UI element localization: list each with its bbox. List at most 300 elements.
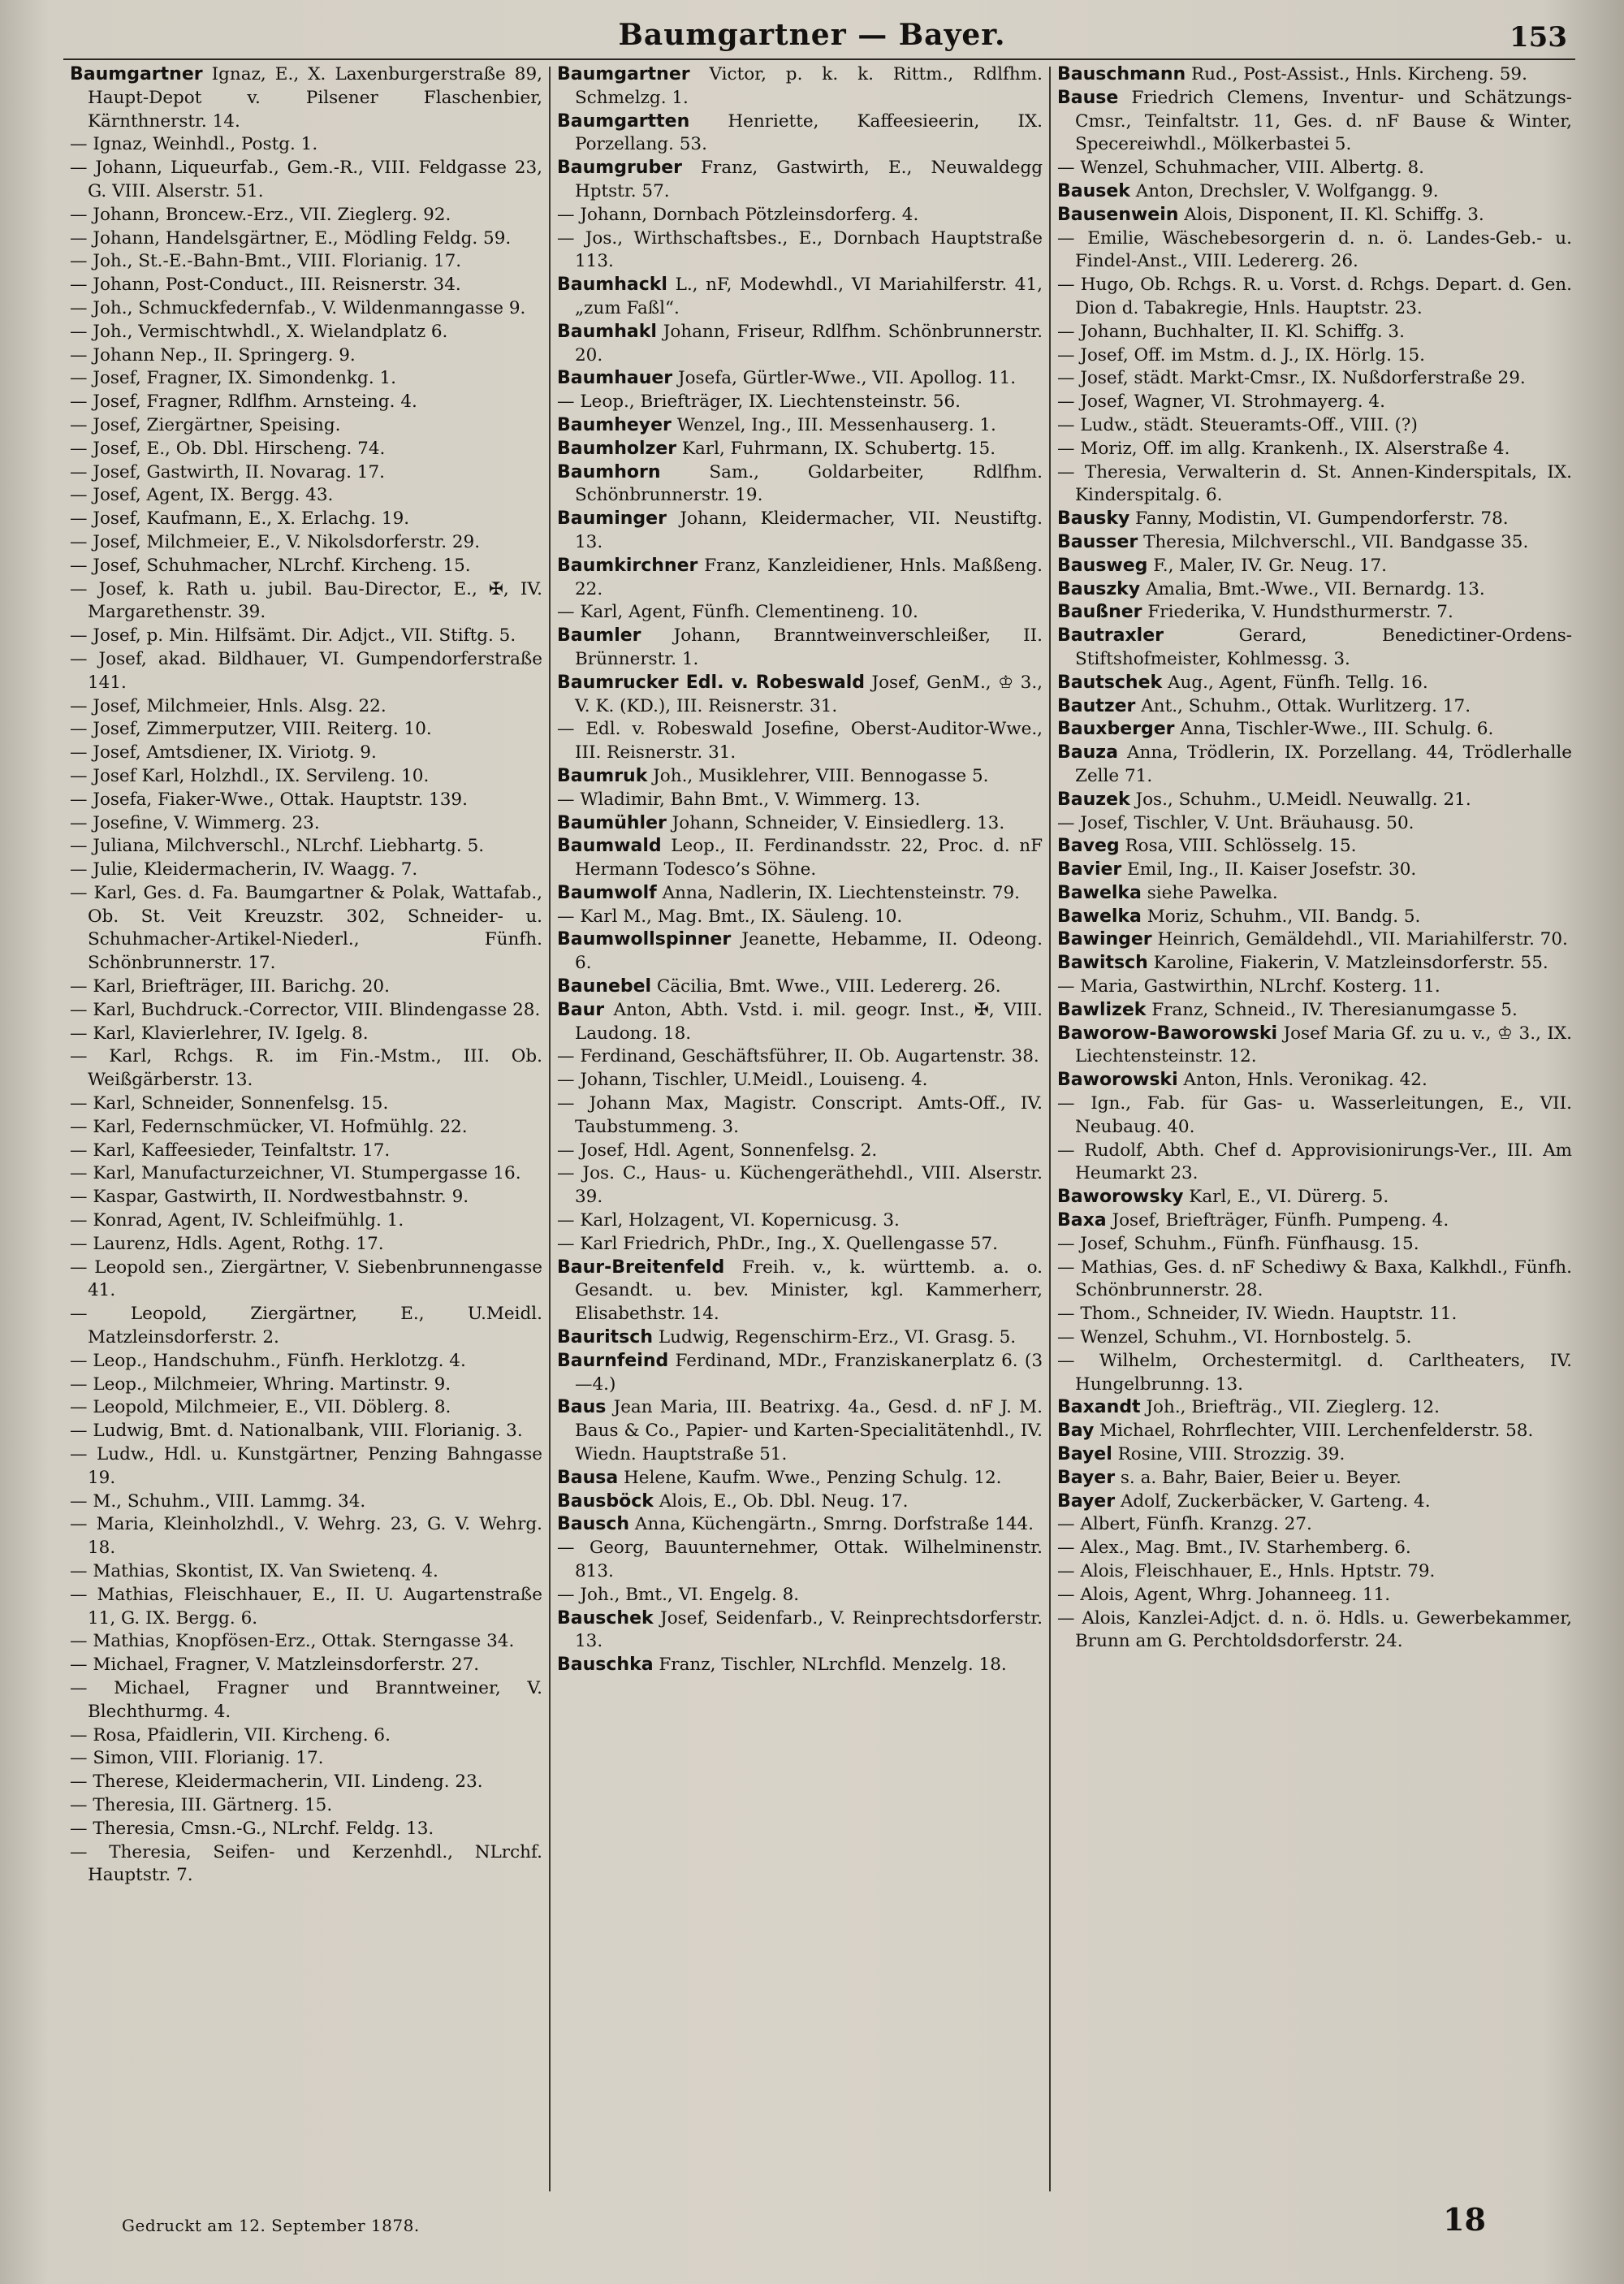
directory-entry — [1057, 1584, 1572, 1607]
directory-entry — [1057, 1023, 1572, 1070]
entry-text: — Ludw., Hdl. u. Kunstgärtner, Penzing Bahngasse 19. — [70, 1444, 542, 1488]
directory-entry — [557, 1257, 1043, 1326]
entry-surname: Bausky — [1057, 508, 1130, 530]
directory-entry — [557, 1350, 1043, 1397]
directory-entry — [557, 391, 1043, 414]
entry-text: — Alois, Kanzlei-Adjct. d. n. ö. Hdls. u. Gewerbekammer, Brunn am G. Perchtoldsdorferstr. 24. — [1057, 1607, 1572, 1652]
entry-text: Josef, Briefträger, Fünfh. Pumpeng. 4. — [1106, 1210, 1449, 1231]
directory-entry — [1057, 227, 1572, 275]
directory-entry — [1057, 1140, 1572, 1187]
directory-entry — [1057, 1513, 1572, 1537]
directory-entry — [1057, 859, 1572, 882]
entry-text: — Alois, Fleischhauer, E., Hnls. Hptstr. 79. — [1057, 1561, 1436, 1581]
directory-entry — [557, 1209, 1043, 1233]
directory-entry — [557, 1140, 1043, 1163]
directory-entry — [557, 928, 1043, 975]
entry-text: Anton, Abth. Vstd. i. mil. geogr. Inst., ✠, VIII. Laudong. 18. — [575, 999, 1043, 1044]
entry-text: Karl, Fuhrmann, IX. Schubertg. 15. — [676, 438, 996, 459]
directory-entry — [1057, 695, 1572, 719]
entry-surname: Bautschek — [1057, 672, 1163, 693]
directory-entry — [557, 1162, 1043, 1209]
directory-entry — [557, 1607, 1043, 1655]
entry-text: Anton, Drechsler, V. Wolfgangg. 9. — [1129, 180, 1439, 201]
directory-entry — [557, 1654, 1043, 1677]
directory-entry — [70, 1724, 542, 1748]
entry-text: Franz, Tischler, NLrchfld. Menzelg. 18. — [653, 1655, 1007, 1676]
directory-entry — [70, 812, 542, 836]
directory-entry — [70, 742, 542, 765]
directory-entry — [70, 718, 542, 742]
signature-mark: 18 — [1443, 2201, 1486, 2238]
entry-text: Karl, E., VI. Dürerg. 5. — [1183, 1187, 1389, 1208]
entry-text: — Karl, Ges. d. Fa. Baumgartner & Polak, Wattafab., Ob. St. Veit Kreuzstr. 302, Schneider- u. Schuhmacher-Artikel-Niederl., Fünfh. Schönbrunnerstr. 17. — [70, 882, 542, 974]
directory-entry — [557, 1467, 1043, 1490]
directory-entry — [70, 1654, 542, 1677]
directory-entry — [557, 461, 1043, 508]
page-title: Baumgartner — Bayer. — [618, 18, 1006, 52]
entry-surname: Bawinger — [1057, 929, 1152, 950]
entry-surname: Baumgruber — [557, 158, 682, 179]
directory-entry — [1057, 87, 1572, 157]
directory-entry — [70, 1794, 542, 1818]
entry-text: — Josef Karl, Holzhdl., IX. Servileng. 10. — [70, 765, 430, 786]
directory-entry — [70, 1677, 542, 1724]
directory-entry — [70, 63, 542, 133]
header-rule — [63, 58, 1575, 60]
entry-text: Anna, Küchengärtn., Smrng. Dorfstraße 144. — [629, 1514, 1034, 1535]
entry-text: — Joh., St.-E.-Bahn-Bmt., VIII. Florianig. 17. — [70, 251, 462, 272]
directory-entry — [1057, 1420, 1572, 1443]
print-date: Gedruckt am 12. September 1878. — [122, 2216, 420, 2235]
entry-text: — Josefa, Fiaker-Wwe., Ottak. Hauptstr. 139. — [70, 789, 468, 810]
entry-text: Emil, Ing., II. Kaiser Josefstr. 30. — [1121, 859, 1417, 880]
entry-text: — Karl, Rchgs. R. im Fin.-Mstm., III. Ob. Weißgärberstr. 13. — [70, 1046, 542, 1091]
entry-text: Amalia, Bmt.-Wwe., VII. Bernardg. 13. — [1140, 578, 1485, 599]
directory-entry — [557, 1513, 1043, 1537]
directory-entry — [1057, 812, 1572, 836]
entry-text: — Josef, Zimmerputzer, VIII. Reiterg. 10. — [70, 719, 432, 740]
entry-text: — Mathias, Knopfösen-Erz., Ottak. Sterngasse 34. — [70, 1631, 515, 1652]
entry-text: Johann, Kleidermacher, VII. Neustiftg. 13. — [575, 508, 1043, 552]
entry-text: — Maria, Gastwirthin, NLrchf. Kosterg. 11. — [1057, 976, 1440, 997]
entry-text: — Karl Friedrich, PhDr., Ing., X. Quellengasse 57. — [557, 1233, 998, 1254]
directory-entry — [70, 1841, 542, 1888]
entry-text: — Josef, Tischler, V. Unt. Bräuhausg. 50. — [1057, 812, 1415, 833]
entry-surname: Bauritsch — [557, 1327, 653, 1348]
directory-entry — [1057, 344, 1572, 368]
page-number: 153 — [1510, 21, 1567, 54]
directory-entry — [70, 1490, 542, 1514]
entry-text: — M., Schuhm., VIII. Lammg. 34. — [70, 1490, 366, 1512]
entry-text: — Wilhelm, Orchestermitgl. d. Carltheaters, IV. Hungelbrunng. 13. — [1057, 1350, 1572, 1395]
entry-text: Ferdinand, MDr., Franziskanerplatz 6. (3—4.) — [575, 1350, 1043, 1395]
entry-text: — Josef, k. Rath u. jubil. Bau-Director, E., ✠, IV. Margarethenstr. 39. — [70, 578, 542, 623]
entry-text: Johann, Branntweinverschleißer, II. Brünnerstr. 1. — [575, 625, 1043, 669]
entry-text: — Johann, Buchhalter, II. Kl. Schiffg. 3. — [1057, 321, 1405, 342]
entry-text: Jean Maria, III. Beatrixg. 4a., Gesd. d. nF J. M. Baus & Co., Papier- und Karten-Specialitätenhdl., IV. Wiedn. Hauptstraße 51. — [575, 1397, 1043, 1465]
entry-text: Franz, Gastwirth, E., Neuwaldegg Hptstr. 57. — [575, 158, 1043, 201]
entry-text: — Karl, Manufacturzeichner, VI. Stumpergasse 16. — [70, 1163, 521, 1184]
entry-text: — Wenzel, Schuhm., VI. Hornbostelg. 5. — [1057, 1327, 1412, 1348]
entry-text: — Josef, Wagner, VI. Strohmayerg. 4. — [1057, 391, 1385, 413]
entry-surname: Baumrucker Edl. v. Robeswald — [557, 672, 866, 693]
entry-text: — Josefine, V. Wimmerg. 23. — [70, 812, 320, 833]
directory-entry — [557, 1069, 1043, 1092]
entry-text: Cäcilia, Bmt. Wwe., VIII. Ledererg. 26. — [651, 976, 1001, 997]
entry-text: — Ignaz, Weinhdl., Postg. 1. — [70, 134, 318, 155]
directory-entry — [1057, 601, 1572, 625]
directory-entry — [70, 227, 542, 251]
directory-entry — [70, 1116, 542, 1140]
directory-entry — [557, 906, 1043, 929]
directory-entry — [70, 1233, 542, 1257]
entry-text: Sam., Goldarbeiter, Rdlfhm. Schönbrunnerstr. 19. — [575, 461, 1043, 506]
entry-text: — Leopold, Ziergärtner, E., U.Meidl. Matzleinsdorferstr. 2. — [70, 1304, 542, 1348]
entry-text: siehe Pawelka. — [1141, 882, 1278, 903]
entry-text: — Julie, Kleidermacherin, IV. Waagg. 7. — [70, 859, 418, 880]
directory-entry — [70, 1350, 542, 1373]
entry-text: — Jos., Wirthschaftsbes., E., Dornbach Hauptstraße 113. — [557, 227, 1043, 272]
directory-entry — [1057, 1350, 1572, 1397]
entry-text: — Juliana, Milchverschl., NLrchf. Liebhartg. 5. — [70, 836, 485, 857]
entry-surname: Baumhorn — [557, 461, 661, 482]
directory-entry — [1057, 438, 1572, 461]
entry-text: — Karl, Kaffeesieder, Teinfaltstr. 17. — [70, 1140, 391, 1161]
entry-text: — Josef, Schuhm., Fünfh. Fünfhausg. 15. — [1057, 1233, 1419, 1254]
entry-text: — Josef, Hdl. Agent, Sonnenfelsg. 2. — [557, 1140, 878, 1161]
directory-entry — [1057, 1209, 1572, 1233]
entry-surname: Baxandt — [1057, 1397, 1141, 1418]
entry-text: Franz, Kanzleidiener, Hnls. Maßßeng. 22. — [575, 555, 1043, 599]
entry-surname: Bauszky — [1057, 578, 1141, 599]
entry-text: — Leop., Milchmeier, Whring. Martinstr. 9. — [70, 1373, 451, 1395]
entry-text: Josef, Seidenfarb., V. Reinprechtsdorferstr. 13. — [575, 1607, 1043, 1652]
entry-surname: Bausweg — [1057, 555, 1148, 576]
directory-entry — [557, 1326, 1043, 1350]
directory-entry — [557, 882, 1043, 906]
entry-text: Gerard, Benedictiner-Ordens-Stiftshofmeister, Kohlmessg. 3. — [1075, 625, 1572, 669]
directory-entry — [1057, 1092, 1572, 1140]
column-2 — [551, 63, 1049, 2195]
directory-entry — [557, 1584, 1043, 1607]
directory-entry — [70, 1140, 542, 1163]
entry-text: — Josef, Fragner, Rdlfhm. Arnsteing. 4. — [70, 391, 417, 413]
entry-surname: Bawitsch — [1057, 953, 1148, 974]
entry-text: — Karl M., Mag. Bmt., IX. Säuleng. 10. — [557, 906, 903, 927]
entry-text: — Konrad, Agent, IV. Schleifmühlg. 1. — [70, 1210, 404, 1231]
directory-entry — [557, 812, 1043, 836]
directory-entry — [70, 1630, 542, 1654]
entry-surname: Bavier — [1057, 859, 1122, 880]
entry-text: — Josef, Milchmeier, Hnls. Alsg. 22. — [70, 695, 387, 716]
entry-surname: Baunebel — [557, 976, 652, 997]
directory-entry — [70, 695, 542, 719]
entry-text: — Theresia, Cmsn.-G., NLrchf. Feldg. 13. — [70, 1818, 434, 1839]
entry-text: — Mathias, Ges. d. nF Schediwy & Baxa, Kalkhdl., Fünfh. Schönbrunnerstr. 28. — [1057, 1257, 1572, 1301]
directory-entry — [557, 718, 1043, 765]
directory-entry — [1057, 1396, 1572, 1420]
entry-surname: Baumruk — [557, 765, 648, 786]
entry-surname: Bawelka — [1057, 906, 1142, 927]
entry-text: Johann, Friseur, Rdlfhm. Schönbrunnerstr. 20. — [575, 321, 1043, 366]
entry-surname: Bayel — [1057, 1444, 1112, 1465]
entry-text: — Karl, Holzagent, VI. Kopernicusg. 3. — [557, 1210, 900, 1231]
directory-entry — [1057, 1233, 1572, 1257]
entry-text: Karoline, Fiakerin, V. Matzleinsdorferstr. 55. — [1147, 953, 1548, 974]
entry-text: — Josef, Off. im Mstm. d. J., IX. Hörlg. 15. — [1057, 344, 1425, 366]
entry-text: — Josef, Schuhmacher, NLrchf. Kircheng. 15. — [70, 555, 471, 576]
directory-entry — [557, 438, 1043, 461]
directory-entry — [557, 204, 1043, 227]
entry-text: — Jos. C., Haus- u. Küchengeräthehdl., VIII. Alserstr. 39. — [557, 1163, 1043, 1208]
directory-entry — [557, 765, 1043, 789]
directory-entry — [70, 250, 542, 274]
entry-surname: Baumholzer — [557, 438, 677, 459]
entry-text: — Theresia, Verwalterin d. St. Annen-Kinderspitals, IX. Kinderspitalg. 6. — [1057, 461, 1572, 506]
entry-surname: Baumgartner — [557, 64, 690, 84]
entry-text: — Karl, Agent, Fünfh. Clementineng. 10. — [557, 602, 918, 623]
entry-text: — Leopold, Milchmeier, E., VII. Döblerg. 8. — [70, 1397, 451, 1418]
directory-entry — [1057, 508, 1572, 531]
entry-text: Friedrich Clemens, Inventur- und Schätzungs-Cmsr., Teinfaltstr. 11, Ges. d. nF Bause & Winter, Specereiwhdl., Mölkerbastei 5. — [1075, 87, 1572, 155]
directory-entry — [70, 321, 542, 344]
entry-text: — Rudolf, Abth. Chef d. Approvisionirungs-Ver., III. Am Heumarkt 23. — [1057, 1140, 1572, 1184]
entry-surname: Bausa — [557, 1467, 619, 1488]
entry-text: Helene, Kaufm. Wwe., Penzing Schulg. 12. — [618, 1467, 1002, 1488]
entry-surname: Baumgartten — [557, 110, 690, 132]
entry-surname: Baveg — [1057, 836, 1120, 857]
entry-surname: Bauschmann — [1057, 64, 1186, 84]
entry-text: — Albert, Fünfh. Kranzg. 27. — [1057, 1514, 1312, 1535]
directory-entry — [70, 414, 542, 438]
directory-entry — [70, 204, 542, 227]
entry-text: — Therese, Kleidermacherin, VII. Lindeng. 23. — [70, 1771, 483, 1793]
entry-text: — Emilie, Wäschebesorgerin d. n. ö. Landes-Geb.- u. Findel-Anst., VIII. Ledererg. 26. — [1057, 227, 1572, 272]
directory-entry — [557, 1396, 1043, 1466]
entry-surname: Baumgartner — [70, 64, 203, 84]
entry-surname: Baumhakl — [557, 321, 657, 342]
directory-entry — [557, 1537, 1043, 1584]
directory-entry — [70, 1818, 542, 1841]
directory-entry — [70, 1771, 542, 1794]
entry-surname: Bauza — [1057, 742, 1118, 763]
entry-text: — Johann Nep., II. Springerg. 9. — [70, 344, 356, 366]
directory-entry — [70, 999, 542, 1023]
column-3 — [1051, 63, 1579, 2195]
entry-text: Theresia, Milchverschl., VII. Bandgasse 35. — [1138, 531, 1529, 552]
entry-surname: Baumler — [557, 625, 641, 647]
entry-text: — Joh., Schmuckfedernfab., V. Wildenmanngasse 9. — [70, 297, 526, 318]
entry-surname: Baumwolf — [557, 882, 657, 903]
entry-text: Alois, Disponent, II. Kl. Schiffg. 3. — [1178, 204, 1484, 225]
entry-surname: Bausch — [557, 1514, 630, 1535]
entry-text: Josefa, Gürtler-Wwe., VII. Apollog. 11. — [672, 368, 1017, 389]
entry-text: Rud., Post-Assist., Hnls. Kircheng. 59. — [1186, 64, 1527, 84]
directory-entry — [1057, 835, 1572, 859]
entry-surname: Baumühler — [557, 812, 667, 833]
entry-text: Anna, Nadlerin, IX. Liechtensteinstr. 79. — [656, 882, 1020, 903]
directory-entry — [1057, 1537, 1572, 1560]
directory-entry — [70, 1396, 542, 1420]
entry-text: — Simon, VIII. Florianig. 17. — [70, 1748, 324, 1769]
directory-entry — [70, 975, 542, 999]
entry-text: — Johann Max, Magistr. Conscript. Amts-Off., IV. Taubstummeng. 3. — [557, 1093, 1043, 1137]
entry-surname: Baworowski — [1057, 1070, 1178, 1091]
entry-text: — Thom., Schneider, IV. Wiedn. Hauptstr. 11. — [1057, 1304, 1458, 1325]
directory-entry — [70, 555, 542, 578]
entry-surname: Bausenwein — [1057, 204, 1179, 225]
entry-text: — Mathias, Fleischhauer, E., II. U. Augartenstraße 11, G. IX. Bergg. 6. — [70, 1584, 542, 1629]
directory-entry — [557, 601, 1043, 625]
directory-entry — [70, 1023, 542, 1046]
entry-surname: Bauschek — [557, 1607, 654, 1629]
entry-surname: Baus — [557, 1397, 607, 1418]
directory-entry — [1057, 391, 1572, 414]
entry-surname: Baumhackl — [557, 275, 667, 296]
entry-text: Henriette, Kaffeesieerin, IX. Porzellang. 53. — [575, 110, 1043, 155]
entry-text: — Kaspar, Gastwirth, II. Nordwestbahnstr. 9. — [70, 1187, 469, 1208]
entry-surname: Bause — [1057, 87, 1119, 108]
entry-text: Moriz, Schuhm., VII. Bandg. 5. — [1141, 906, 1421, 927]
entry-text: Anna, Tischler-Wwe., III. Schulg. 6. — [1174, 719, 1494, 740]
entry-text: — Ferdinand, Geschäftsführer, II. Ob. Augartenstr. 38. — [557, 1046, 1039, 1067]
entry-text: — Johann, Broncew.-Erz., VII. Zieglerg. 92. — [70, 204, 451, 225]
directory-entry — [557, 672, 1043, 719]
entry-text: — Moriz, Off. im allg. Krankenh., IX. Alserstraße 4. — [1057, 438, 1510, 459]
entry-text: Friederika, V. Hundsthurmerstr. 7. — [1142, 602, 1453, 623]
directory-entry — [70, 1186, 542, 1209]
entry-text: F., Maler, IV. Gr. Neug. 17. — [1147, 555, 1387, 576]
entry-text: — Johann, Handelsgärtner, E., Mödling Feldg. 59. — [70, 227, 512, 249]
entry-text: — Josef, E., Ob. Dbl. Hirscheng. 74. — [70, 438, 386, 459]
directory-entry — [557, 110, 1043, 158]
directory-entry — [70, 344, 542, 368]
directory-entry — [70, 882, 542, 975]
entry-surname: Baumhauer — [557, 368, 673, 389]
entry-text: Joh., Musiklehrer, VIII. Bennogasse 5. — [647, 765, 989, 786]
entry-text: Jeanette, Hebamme, II. Odeong. 6. — [575, 929, 1043, 974]
directory-entry — [557, 789, 1043, 812]
directory-entry — [1057, 1467, 1572, 1490]
directory-entry — [70, 157, 542, 204]
directory-entry — [557, 227, 1043, 275]
entry-text: — Leop., Handschuhm., Fünfh. Herklotzg. 4. — [70, 1350, 466, 1371]
entry-surname: Bawlizek — [1057, 999, 1147, 1020]
entry-surname: Bawelka — [1057, 882, 1142, 903]
entry-surname: Bauschka — [557, 1655, 654, 1676]
entry-text: Ludwig, Regenschirm-Erz., VI. Grasg. 5. — [652, 1327, 1017, 1348]
directory-entry — [1057, 928, 1572, 952]
directory-entry — [70, 1584, 542, 1631]
directory-entry — [70, 1209, 542, 1233]
directory-entry — [70, 391, 542, 414]
entry-text: Johann, Schneider, V. Einsiedlerg. 13. — [666, 812, 1005, 833]
directory-entry — [70, 578, 542, 625]
entry-text: — Alois, Agent, Whrg. Johanneeg. 11. — [1057, 1584, 1391, 1605]
entry-surname: Bayer — [1057, 1467, 1116, 1488]
entry-text: — Karl, Klavierlehrer, IV. Igelg. 8. — [70, 1023, 369, 1044]
entry-text: Rosa, VIII. Schlösselg. 15. — [1119, 836, 1357, 857]
entry-text: — Ludwig, Bmt. d. Nationalbank, VIII. Florianig. 3. — [70, 1421, 523, 1442]
directory-entry — [70, 1092, 542, 1116]
directory-entry — [70, 1443, 542, 1490]
entry-text: — Johann, Tischler, U.Meidl., Louiseng. 4. — [557, 1070, 928, 1091]
entry-surname: Baumwollspinner — [557, 929, 732, 950]
directory-entry — [70, 367, 542, 391]
entry-surname: Baur-Breitenfeld — [557, 1257, 725, 1278]
directory-entry — [557, 321, 1043, 368]
directory-entry — [1057, 367, 1572, 391]
entry-text: — Ign., Fab. für Gas- u. Wasserleitungen, E., VII. Neubaug. 40. — [1057, 1093, 1572, 1137]
directory-columns — [63, 63, 1575, 2195]
entry-text: — Leop., Briefträger, IX. Liechtensteinstr. 56. — [557, 391, 961, 413]
entry-surname: Bautraxler — [1057, 625, 1164, 647]
directory-entry — [70, 1257, 542, 1304]
directory-entry — [1057, 625, 1572, 672]
entry-surname: Bausek — [1057, 180, 1130, 201]
entry-surname: Bausser — [1057, 531, 1138, 552]
directory-entry — [1057, 952, 1572, 975]
directory-entry — [1057, 742, 1572, 789]
directory-entry — [557, 1045, 1043, 1069]
entry-text: Ant., Schuhm., Ottak. Wurlitzerg. 17. — [1135, 695, 1471, 716]
directory-entry — [1057, 882, 1572, 906]
directory-entry — [557, 1092, 1043, 1140]
directory-entry — [557, 1233, 1043, 1257]
entry-text: — Karl, Buchdruck.-Corrector, VIII. Blindengasse 28. — [70, 999, 541, 1020]
entry-surname: Baur — [557, 999, 605, 1020]
directory-entry — [557, 508, 1043, 555]
directory-entry — [70, 1560, 542, 1584]
directory-entry — [1057, 531, 1572, 555]
entry-text: Michael, Rohrflechter, VIII. Lerchenfelderstr. 58. — [1094, 1421, 1534, 1442]
entry-text: s. a. Bahr, Baier, Beier u. Beyer. — [1115, 1467, 1402, 1488]
directory-entry — [70, 835, 542, 859]
column-1 — [63, 63, 549, 2195]
directory-entry — [1057, 1186, 1572, 1209]
entry-text: — Michael, Fragner, V. Matzleinsdorferstr. 27. — [70, 1655, 480, 1676]
entry-surname: Bay — [1057, 1421, 1095, 1442]
entry-surname: Bayer — [1057, 1490, 1116, 1512]
directory-entry — [70, 508, 542, 531]
entry-surname: Bausböck — [557, 1490, 654, 1512]
directory-entry — [557, 625, 1043, 672]
entry-text: Alois, E., Ob. Dbl. Neug. 17. — [653, 1490, 909, 1512]
entry-text: Anton, Hnls. Veronikag. 42. — [1177, 1070, 1427, 1091]
entry-surname: Bauzek — [1057, 789, 1130, 810]
directory-entry — [557, 63, 1043, 110]
running-head — [0, 18, 1624, 58]
entry-text: Josef Maria Gf. zu u. v., ♔ 3., IX. Liechtensteinstr. 12. — [1075, 1023, 1572, 1067]
directory-entry — [1057, 578, 1572, 602]
entry-surname: Bautzer — [1057, 695, 1136, 716]
directory-entry — [70, 133, 542, 157]
entry-text: — Rosa, Pfaidlerin, VII. Kircheng. 6. — [70, 1724, 391, 1745]
entry-text: Josef, GenM., ♔ 3., V. K. (KD.), III. Reisnerstr. 31. — [575, 672, 1043, 716]
directory-entry — [1057, 672, 1572, 695]
entry-text: Ignaz, E., X. Laxenburgerstraße 89, Haupt-Depot v. Pilsener Flaschenbier, Kärnthnerstr. 14. — [88, 64, 542, 132]
entry-text: — Georg, Bauunternehmer, Ottak. Wilhelminenstr. 813. — [557, 1538, 1043, 1581]
directory-entry — [70, 648, 542, 695]
directory-entry — [70, 625, 542, 648]
directory-entry — [1057, 1069, 1572, 1092]
entry-text: — Theresia, Seifen- und Kerzenhdl., NLrchf. Hauptstr. 7. — [70, 1841, 542, 1886]
entry-text: — Ludw., städt. Steueramts-Off., VIII. (?) — [1057, 414, 1418, 435]
directory-entry — [70, 274, 542, 297]
entry-text: — Josef, Amtsdiener, IX. Viriotg. 9. — [70, 742, 377, 763]
entry-text: Joh., Briefträg., VII. Zieglerg. 12. — [1140, 1397, 1440, 1418]
entry-text: — Wladimir, Bahn Bmt., V. Wimmerg. 13. — [557, 789, 921, 810]
